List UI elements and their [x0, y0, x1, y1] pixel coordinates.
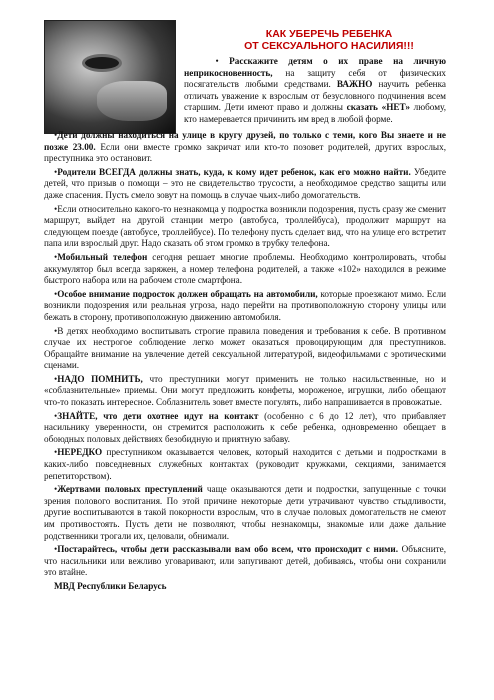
paragraph-text: что преступники могут применить не только насильственные, но и «соблазнительные» приемы. Они могут предложить конфеты, мороженое, игрушки, либо обещают что-то показать интересное. Соблазнитель зовет вместе погулять, либо напрашивается в провожатые.	[44, 373, 446, 408]
photo-hand	[97, 81, 167, 121]
paragraph-text: Если относительно какого-то незнакомца у подростка возникли подозрения, пусть сразу же сменит маршрут, выйдет на другой станции метро (автобуса, троллейбуса), продолжит маршрут на следующем поезде (автобусе, троллейбусе). По телефону пусть сделает вид, что на улице его встретит папа или взрослый друг. Надо сказать об этом громко в трубку телефона.	[44, 203, 446, 249]
body-paragraph: •Постарайтесь, чтобы дети рассказывали вам обо всем, что происходит с ними. Объясните, что насильники или вежливо уговаривают, или запугивают детей, добиваясь, чтобы они сохранили это втайне.	[44, 544, 447, 578]
body-paragraph: •ЗНАЙТЕ, что дети охотнее идут на контакт (особенно с 6 до 12 лет), что прибавляет насильнику уверенности, он стремится расположить к себе ребенка, одновременно обещает в обоюдных половых действиях безобидную и приятную забаву.	[44, 410, 447, 444]
body-paragraph: •Особое внимание подросток должен обращать на автомобили, которые проезжают мимо. Если возникли подозрения или реальная угроза, надо перейти на противоположную сторону улицы или бежать в сторону, противоположную движению автомобиля.	[44, 288, 447, 322]
paragraph-text: В детях необходимо воспитывать строгие правила поведения и требования к себе. В противном случае их нестрогое соблюдение легко может оказаться провоцирующим для преступников. Обращайте внимание на увлечение детей сексуальной литературой, видеофильмами с эротическими сценами.	[44, 325, 446, 371]
signature: МВД Республики Беларусь	[54, 580, 167, 591]
intro-text-2: научить ребенка отличать уважение к взрослым от безусловного подчинения всем старшим. Дети имеют право и должны	[184, 79, 446, 112]
paragraph-bold-lead: НЕРЕДКО	[57, 447, 103, 458]
paragraph-text: преступником оказывается человек, который находится с детьми и подростками в каких-либо повседневных служебных контактах (руководит кружками, секциями, занимается репетиторством).	[44, 447, 446, 481]
paragraph-bold-lead: Мобильный телефон	[57, 251, 148, 262]
paragraph-text: чаще оказываются дети и подростки, запущенные с точки зрения полового воспитания. По этой причине некоторые дети утрачивают чувство стыдливости, другие воспитываются в такой покорности взрослым, что в случае половых домогательств не смеют им противостоять. Пусть дети не позволяют, чтобы незнакомцы, знакомые или даже дальние родственники трогали их, целовали, обнимали.	[44, 484, 446, 541]
intro-text-1: на защиту себя от физических посягательств любыми средствами.	[184, 67, 446, 89]
body-paragraph: •Родители ВСЕГДА должны знать, куда, к кому идет ребенок, как его можно найти. Убедите детей, что призыв о помощи – это не свидетельство трусости, а необходимое средство защиты или даже спасения. Пусть смело зовут на помощь в случае чьих-либо домогательств.	[44, 166, 446, 200]
body-paragraph: •НЕРЕДКО преступником оказывается человек, который находится с детьми и подростками в каких-либо повседневных служебных контактах (руководит кружками, секциями, занимается репетиторством).	[44, 447, 446, 481]
body-paragraph: •Жертвами половых преступлений чаще оказываются дети и подростки, запущенные с точки зрения полового воспитания. По этой причине некоторые дети утрачивают чувство стыдливости, другие воспитываются в такой покорности взрослым, что в случае половых домогательств не смеют им противостоять. Пусть дети не позволяют, чтобы незнакомцы, знакомые или даже дальние родственники трогали их, целовали, обнимали.	[44, 484, 446, 541]
body-paragraph: •В детях необходимо воспитывать строгие правила поведения и требования к себе. В противном случае их нестрогое соблюдение легко может оказаться провоцирующим для преступников. Обращайте внимание на увлечение детей сексуальной литературой, видеофильмами с эротическими сценами.	[44, 325, 446, 371]
paragraph-text: Объясните, что насильники или вежливо уговаривают, или запугивают детей, добиваясь, чтобы они сохранили это втайне.	[44, 544, 447, 578]
intro-text-3: любому, кто намеревается причинить им вред в любой форме.	[184, 102, 446, 124]
body-paragraph: •Мобильный телефон сегодня решает многие проблемы. Необходимо контролировать, чтобы аккумулятор был всегда заряжен, а номер телефона родителей, а также «102» находился в режиме быстрого набора или на рабочем столе смартфона.	[44, 251, 446, 286]
paragraph-bold-lead: Постарайтесь, чтобы дети рассказывали вам обо всем, что происходит с ними.	[57, 544, 398, 555]
intro-paragraph: • Расскажите детям о их праве на личную неприкосновенность, на защиту себя от физических посягательств любыми средствами. ВАЖНО научить ребенка отличать уважение к взрослым от безусловного подчинения всем старшим. Дети имеют право и должны сказать «НЕТ» любому, кто намеревается причинить им вред в любой форме.	[184, 56, 446, 124]
paragraph-text: которые проезжают мимо. Если возникли подозрения или реальная угроза, надо перейти на противоположную сторону улицы или бежать в сторону, противоположную движению автомобиля.	[44, 288, 447, 322]
paragraph-text: сегодня решает многие проблемы. Необходимо контролировать, чтобы аккумулятор был всегда заряжен, а номер телефона родителей, а также «102» находился в режиме быстрого набора или на рабочем столе смартфона.	[44, 251, 446, 286]
body-paragraph: •Если относительно какого-то незнакомца у подростка возникли подозрения, пусть сразу же сменит маршрут, выйдет на другой станции метро (автобуса, троллейбуса), продолжит маршрут на следующем поезде (автобусе, троллейбусе). По телефону пусть сделает вид, что на улице его встретит папа или взрослый друг. Надо сказать об этом громко в трубку телефона.	[44, 203, 446, 249]
leaflet-title	[214, 28, 444, 52]
paragraph-bold-lead: Особое внимание подросток должен обращать на автомобили,	[57, 288, 318, 299]
body-paragraph: •Дети должны находиться на улице в кругу друзей, по только с теми, кого Вы знаете и не позже 23.00. Если они вместе громко закричат или кто-то позовет родителей, других взрослых, преступника это остановит.	[44, 130, 446, 164]
intro-important: ВАЖНО	[336, 79, 373, 89]
paragraph-bold-lead: ЗНАЙТЕ, что дети охотнее идут на контакт	[57, 410, 259, 421]
title-line-2: ОТ СЕКСУАЛЬНОГО НАСИЛИЯ!!!	[244, 40, 414, 52]
intro-say-no: сказать «НЕТ»	[346, 102, 410, 112]
body-paragraph: •НАДО ПОМНИТЬ, что преступники могут применить не только насильственные, но и «соблазнительные» приемы. Они могут предложить конфеты, мороженое, игрушки, либо обещают что-то показать интересное. Соблазнитель зовет вместе погулять, либо напрашивается в провожатые.	[44, 373, 446, 408]
paragraph-bold-lead: Жертвами половых преступлений	[57, 484, 203, 495]
body-text	[44, 130, 446, 593]
paragraph-text: (особенно с 6 до 12 лет), что прибавляет насильнику уверенности, он стремится расположить к себе ребенка, одновременно обещает в обоюдных половых действиях безобидную и приятную забаву.	[44, 410, 447, 444]
child-photo	[44, 20, 176, 134]
paragraph-text: Если они вместе громко закричат или кто-то позовет родителей, других взрослых, преступника это остановит.	[44, 141, 446, 164]
paragraph-bold-lead: Дети должны находиться на улице в кругу друзей, по только с теми, кого Вы знаете и не позже 23.00.	[44, 130, 446, 152]
photo-eye	[85, 57, 119, 69]
paragraph-bold-lead: НАДО ПОМНИТЬ,	[57, 373, 143, 384]
title-line-1: КАК УБЕРЕЧЬ РЕБЕНКА	[265, 28, 393, 40]
intro-lead: Расскажите детям о их праве на личную неприкосновенность,	[184, 56, 446, 78]
paragraph-text: Убедите детей, что призыв о помощи – это не свидетельство трусости, а необходимое средство защиты или даже спасения. Пусть смело зовут на помощь в случае чьих-либо домогательств.	[44, 166, 446, 200]
paragraph-bold-lead: Родители ВСЕГДА должны знать, куда, к кому идет ребенок, как его можно найти.	[57, 166, 411, 177]
